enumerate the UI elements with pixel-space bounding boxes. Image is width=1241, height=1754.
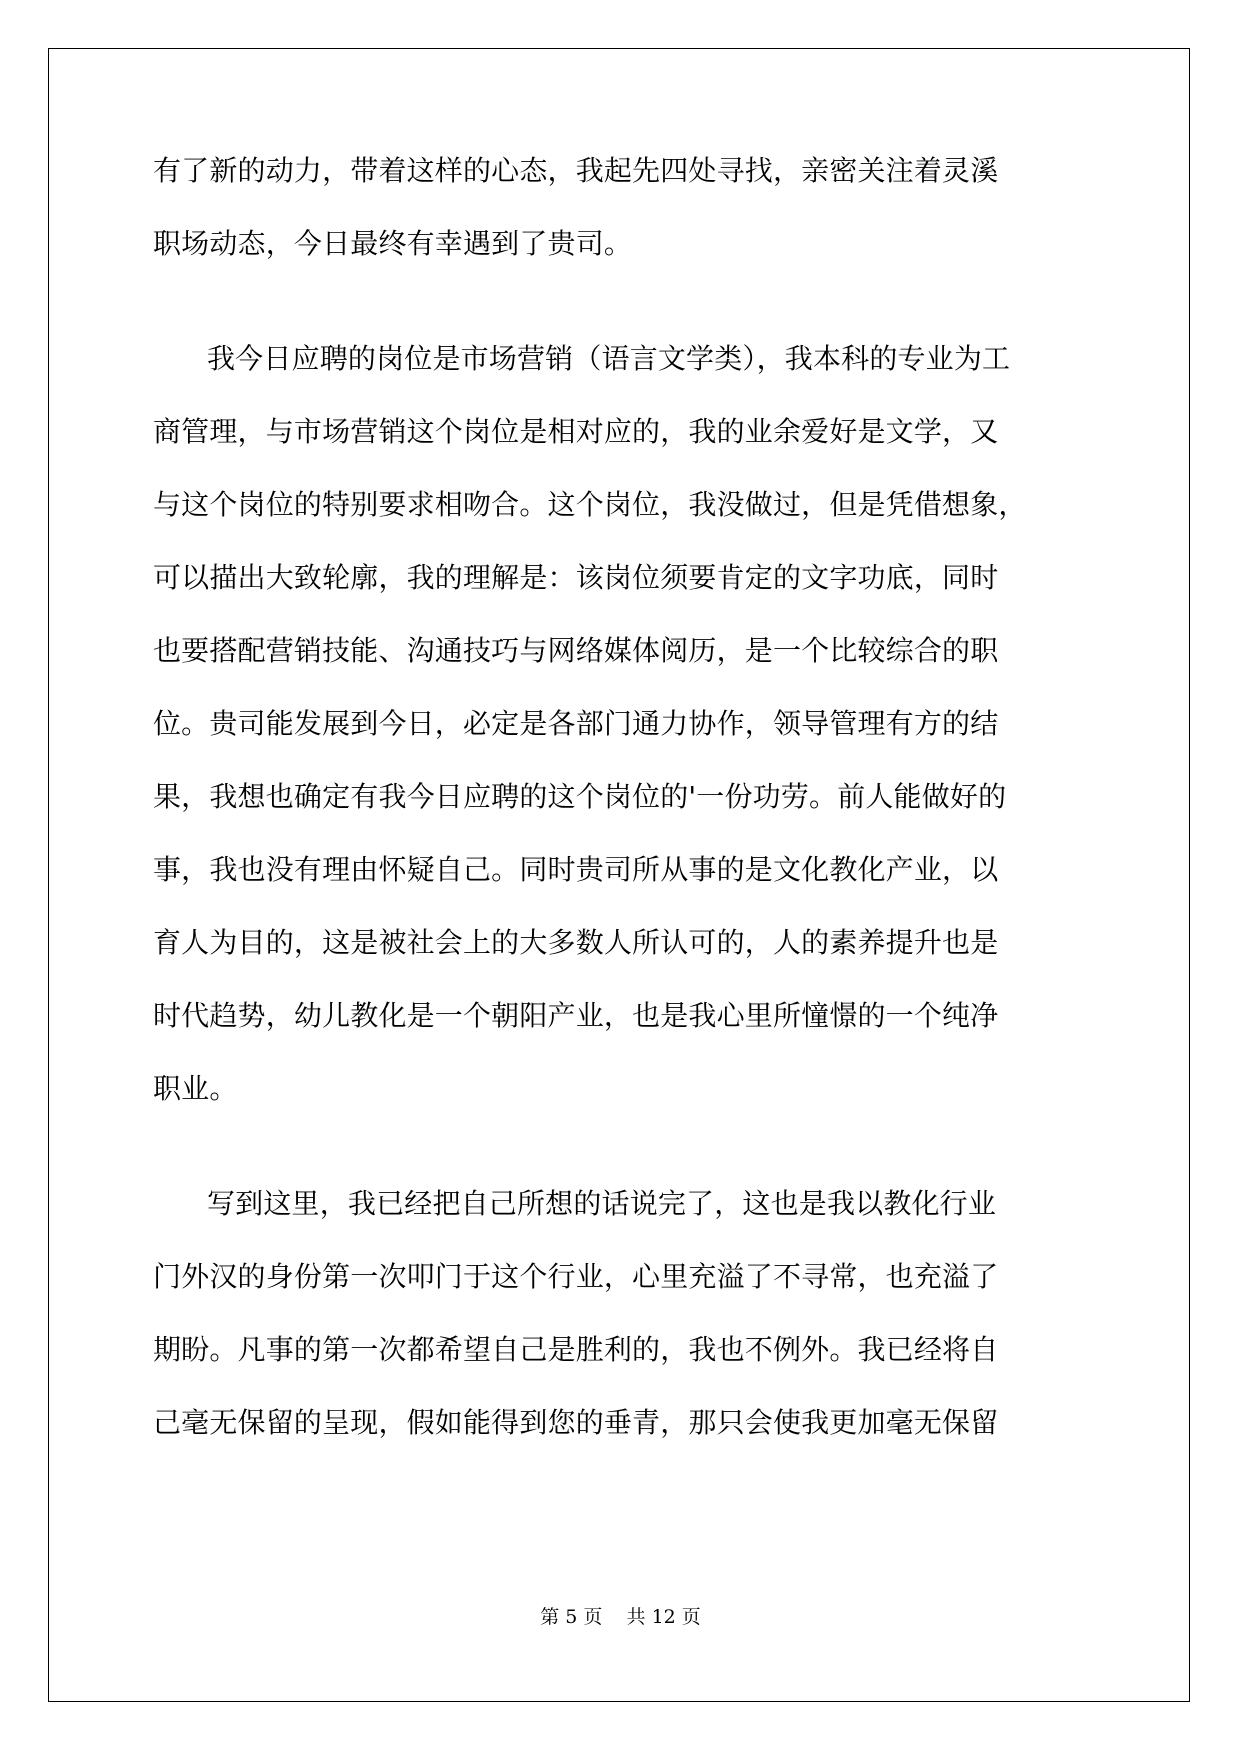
text-line: 门外汉的身份第一次叩门于这个行业，心里充溢了不寻常，也充溢了 [153, 1260, 999, 1293]
text-line: 职业。 [153, 1072, 238, 1105]
text-line: 我今日应聘的岗位是市场营销（语言文学类），我本科的专业为工 [207, 342, 1011, 375]
text-line: 期盼。凡事的第一次都希望自己是胜利的，我也不例外。我已经将自 [153, 1333, 999, 1366]
text-line: 商管理，与市场营销这个岗位是相对应的，我的业余爱好是文学，又 [153, 415, 999, 448]
page-number-footer: 第 5 页 共 12 页 [540, 1606, 701, 1628]
text-line: 位。贵司能发展到今日，必定是各部门通力协作，领导管理有方的结 [153, 707, 999, 740]
text-line: 果，我想也确定有我今日应聘的这个岗位的'一份功劳。前人能做好的 [153, 780, 1007, 813]
text-line: 事，我也没有理由怀疑自己。同时贵司所从事的是文化教化产业，以 [153, 853, 999, 886]
text-line: 时代趋势，幼儿教化是一个朝阳产业，也是我心里所憧憬的一个纯净 [153, 999, 999, 1032]
text-line: 己毫无保留的呈现，假如能得到您的垂青，那只会使我更加毫无保留 [153, 1406, 999, 1439]
text-line: 可以描出大致轮廓，我的理解是：该岗位须要肯定的文字功底，同时 [153, 561, 999, 594]
text-line: 育人为目的，这是被社会上的大多数人所认可的，人的素养提升也是 [153, 926, 999, 959]
text-line: 有了新的动力，带着这样的心态，我起先四处寻找，亲密关注着灵溪 [153, 154, 999, 187]
text-line: 与这个岗位的特别要求相吻合。这个岗位，我没做过，但是凭借想象， [153, 488, 1027, 521]
text-line: 也要搭配营销技能、沟通技巧与网络媒体阅历，是一个比较综合的职 [153, 634, 999, 667]
text-line: 职场动态，今日最终有幸遇到了贵司。 [153, 227, 633, 260]
text-line: 写到这里，我已经把自己所想的话说完了，这也是我以教化行业 [207, 1187, 997, 1220]
